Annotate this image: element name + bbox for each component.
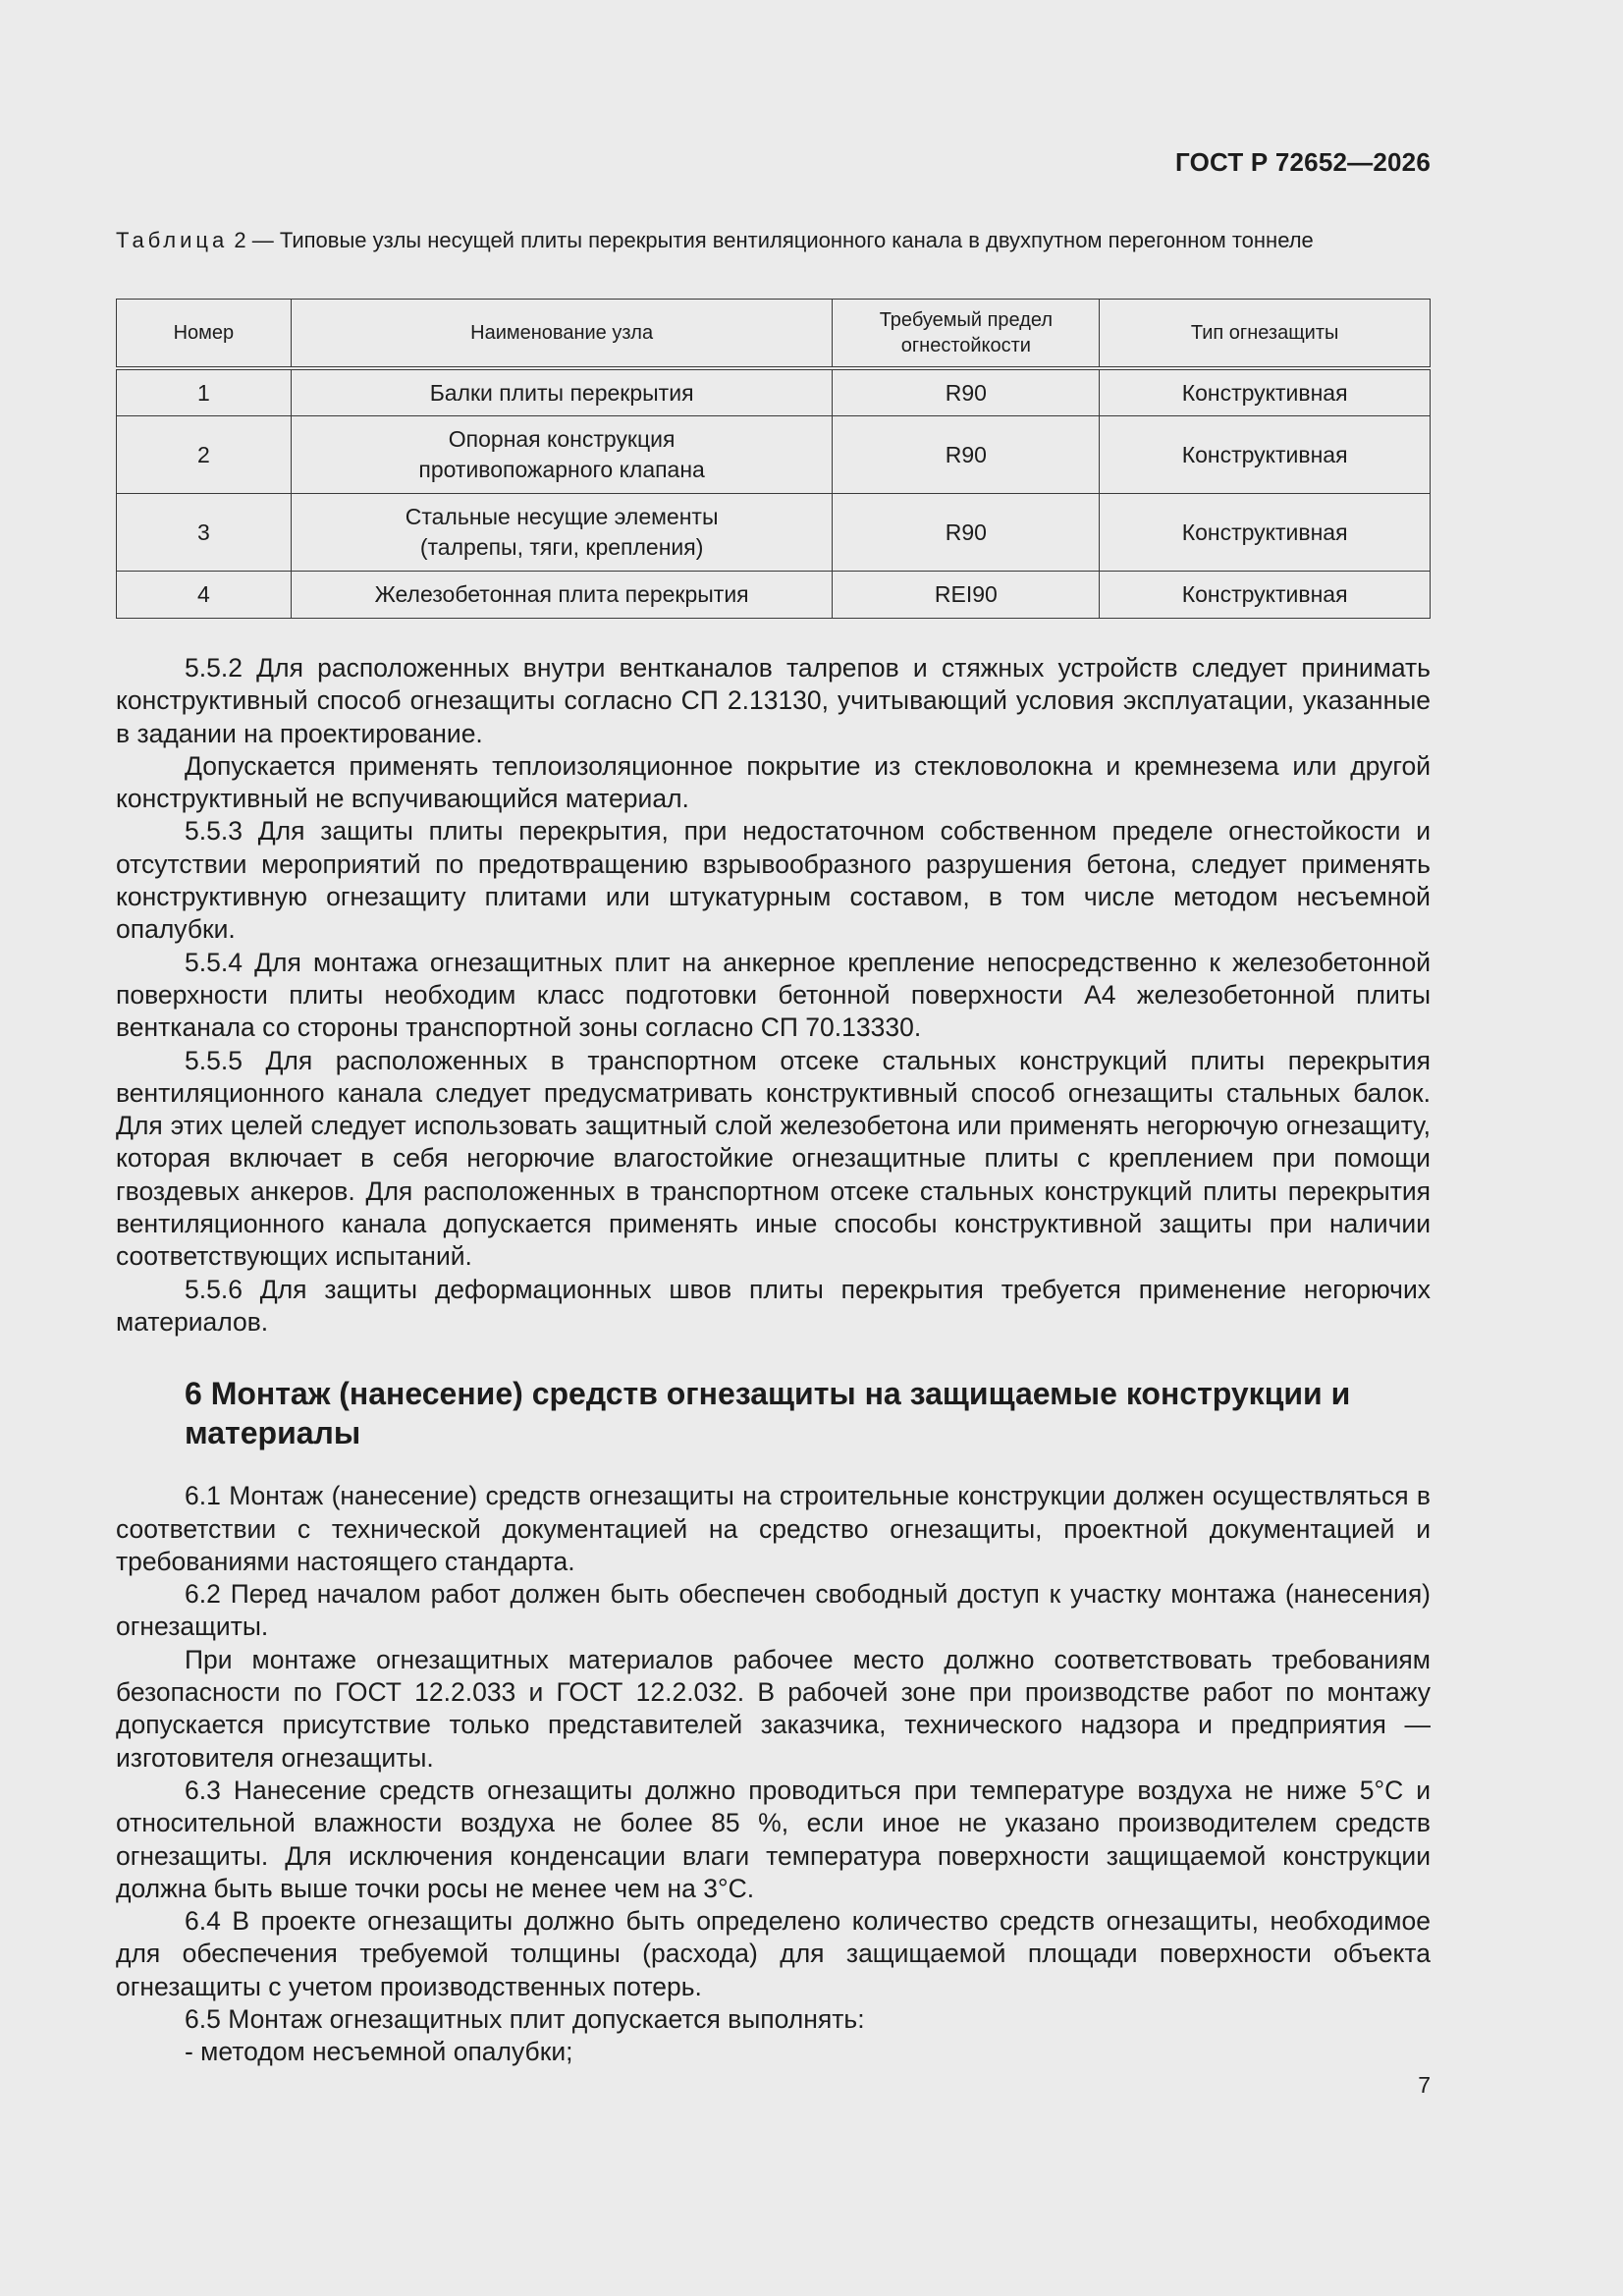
- document-number: ГОСТ Р 72652—2026: [1175, 147, 1431, 177]
- section-heading: 6 Монтаж (нанесение) средств огнезащиты на защищаемые конструкции и материалы: [185, 1376, 1351, 1451]
- paragraph-5-5-2-note: Допускается применять теплоизоляционное покрытие из стекловолокна и кремнезема или другой конструктивный не вспучивающийся материал.: [116, 750, 1431, 814]
- table-cell: Конструктивная: [1100, 572, 1431, 619]
- table-cell: Конструктивная: [1100, 416, 1431, 494]
- table-cell: Конструктивная: [1100, 494, 1431, 572]
- table-cell: 4: [117, 572, 292, 619]
- table-cell: R90: [833, 494, 1100, 572]
- paragraph-5-5-3: 5.5.3 Для защиты плиты перекрытия, при недостаточном собственном пределе огнестойкости и отсутствии мероприятий по предотвращению взрывообразного разрушения бетона, следует применять конструктивную огнезащиту плитами или штукатурным составом, в том числе методом несъемной опалубки.: [116, 816, 1431, 945]
- table-cell: 1: [117, 368, 292, 416]
- column-header-node-name: Наименование узла: [291, 300, 833, 369]
- table-cell: Балки плиты перекрытия: [291, 368, 833, 416]
- document-page: [116, 0, 1431, 2296]
- paragraph-6-2: 6.2 Перед началом работ должен быть обеспечен свободный доступ к участку монтажа (нанесения) огнезащиты.: [116, 1579, 1431, 1642]
- table-row: [117, 494, 1431, 572]
- paragraph-6-5: 6.5 Монтаж огнезащитных плит допускается выполнять:: [185, 2003, 865, 2034]
- table-cell: R90: [833, 368, 1100, 416]
- table-caption-label: Таблица: [116, 228, 229, 252]
- table-cell: REI90: [833, 572, 1100, 619]
- paragraph-6-3: 6.3 Нанесение средств огнезащиты должно проводиться при температуре воздуха не ниже 5°С и относительной влажности воздуха не более 85 %, если иное не указано производителем средств огнезащиты. Для исключения конденсации влаги температура поверхности защищаемой конструкции должна быть выше точки росы не менее чем на 3°С.: [116, 1775, 1431, 1903]
- table-caption: [116, 224, 1431, 256]
- page-number: 7: [1418, 2072, 1431, 2098]
- table-caption-text: 2 — Типовые узлы несущей плиты перекрытия вентиляционного канала в двухпутном перегонном тоннеле: [234, 228, 1314, 252]
- table-row: [117, 572, 1431, 619]
- table-cell: 2: [117, 416, 292, 494]
- column-header-number: Номер: [117, 300, 292, 369]
- table-row: [117, 416, 1431, 494]
- paragraph-5-5-4: 5.5.4 Для монтажа огнезащитных плит на анкерное крепление непосредственно к железобетонной поверхности плиты необходим класс подготовки бетонной поверхности А4 железобетонной плиты вентканала со стороны транспортной зоны согласно СП 70.13330.: [116, 947, 1431, 1043]
- paragraph-6-2-safety: При монтаже огнезащитных материалов рабочее место должно соответствовать требованиям безопасности по ГОСТ 12.2.033 и ГОСТ 12.2.032. В рабочей зоне при производстве работ по монтажу допускается присутствие только представителей заказчика, технического надзора и предприятия — изготовителя огнезащиты.: [116, 1644, 1431, 1773]
- table-cell: R90: [833, 416, 1100, 494]
- paragraph-5-5-5: 5.5.5 Для расположенных в транспортном отсеке стальных конструкций плиты перекрытия вентиляционного канала следует предусматривать конструктивный способ огнезащиты стальных балок. Для этих целей следует использовать защитный слой железобетона или применять негорючую огнезащиту, которая включает в себя негорючие влагостойкие огнезащитные плиты с креплением при помощи гвоздевых анкеров. Для расположенных в транспортном отсеке стальных конструкций плиты перекрытия вентиляционного канала допускается применять иные способы конструктивной защиты при наличии соответствующих испытаний.: [116, 1045, 1431, 1272]
- paragraph-6-1: 6.1 Монтаж (нанесение) средств огнезащиты на строительные конструкции должен осуществляться в соответствии с технической документацией на средство огнезащиты, проектной документацией и требованиями настоящего стандарта.: [116, 1481, 1431, 1576]
- paragraph-5-5-6: 5.5.6 Для защиты деформационных швов плиты перекрытия требуется применение негорючих материалов.: [116, 1274, 1431, 1337]
- table-cell: Стальные несущие элементы (талрепы, тяги, крепления): [291, 494, 833, 572]
- body-text: [116, 652, 1431, 2069]
- table-row: [117, 368, 1431, 416]
- paragraph-6-4: 6.4 В проекте огнезащиты должно быть определено количество средств огнезащиты, необходимое для обеспечения требуемой толщины (расхода) для защищаемой площади поверхности объекта огнезащиты с учетом производственных потерь.: [116, 1906, 1431, 2001]
- list-item: - методом несъемной опалубки;: [185, 2037, 573, 2067]
- table-header-row: [117, 300, 1431, 369]
- column-header-fire-resistance: Требуемый предел огнестойкости: [833, 300, 1100, 369]
- table-cell: Железобетонная плита перекрытия: [291, 572, 833, 619]
- nodes-table: [116, 299, 1431, 619]
- table-cell: Опорная конструкция противопожарного клапана: [291, 416, 833, 494]
- column-header-protection-type: Тип огнезащиты: [1100, 300, 1431, 369]
- table-cell: Конструктивная: [1100, 368, 1431, 416]
- table-cell: 3: [117, 494, 292, 572]
- paragraph-5-5-2: 5.5.2 Для расположенных внутри вентканалов талрепов и стяжных устройств следует принимать конструктивный способ огнезащиты согласно СП 2.13130, учитывающий условия эксплуатации, указанные в задании на проектирование.: [116, 653, 1431, 748]
